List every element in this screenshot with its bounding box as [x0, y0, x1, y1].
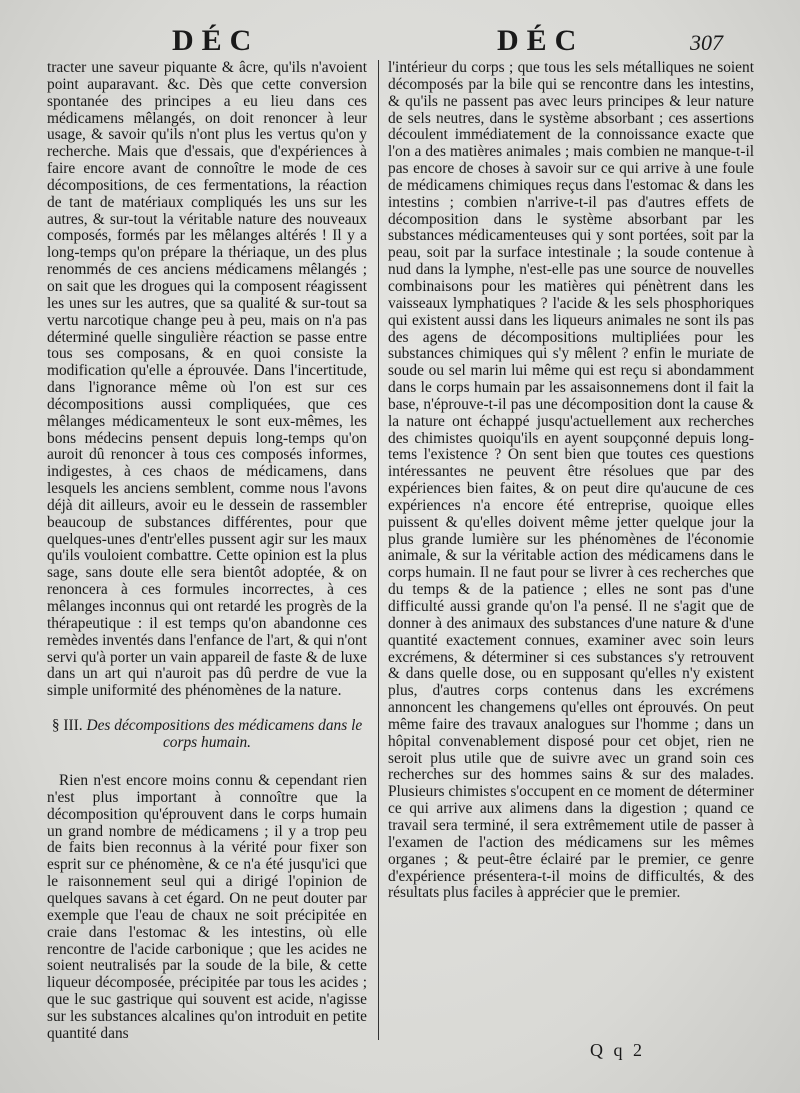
section-number: § III. — [51, 717, 83, 735]
signature-mark: Q q 2 — [590, 1040, 645, 1060]
column-divider — [378, 60, 379, 1040]
left-paragraph-1: tracter une saveur piquante & âcre, qu'ils n'avoient point auparavant. &c. Dès que cette conversion spontanée des principes a eu lieu dans ces médicamens mêlangés, on doit renoncer à leur usage, & savoir qu'ils n'ont plus les vertus qu'on y recherche. Mais que d'essais, que d'expériences à faire encore avant de connoître le mode de ces décompositions, de ces fermentations, la réaction de tant de matériaux compliqués les uns sur les autres, & sur-tout la véritable nature des nouveaux composés, formés par les mêlanges altérés ! Il y a long-temps qu'on prépare la thériaque, un des plus renommés de ces anciens médicamens mêlangés ; on sait que les drogues qui la composent réagissent les unes sur les autres, que sa qualité & sur-tout sa vertu narcotique change peu à peu, mais on n'a pas déterminé quelle singulière réaction se passe entre tous ses composans, & en quoi consiste la modification qu'elle a éprouvée. Dans l'incertitude, dans l'ignorance même où l'on est sur ces décompositions aussi compliquées, que ces mêlanges médicamenteux le sont eux-mêmes, les bons médecins pensent depuis long-temps qu'on auroit dû renoncer à tous ces composés informes, indigestes, à ces chaos de médicamens, dans lesquels les anciens semblent, comme nous l'avons déjà dit ailleurs, avoir eu le dessein de rassembler beaucoup de substances différentes, pour que quelques-unes d'entr'elles pussent agir sur les maux qu'ils vouloient combattre. Cette opinion est la plus sage, sans doute elle sera bientôt adoptée, & on renoncera à ces formules incorrectes, à ces mêlanges inconnus qui ont retardé les progrès de la thérapeutique : il est temps qu'on abandonne ces remèdes inventés dans l'enfance de l'art, & qui n'ont servi qu'à porter un vain appareil de faste & de luxe dans un art qui n'auroit pas dû perdre de vue la simple uniformité des phénomènes de la nature. — [47, 59, 367, 700]
page-number: 307 — [690, 30, 723, 55]
section-title: Des décompositions des médicamens dans le corps humain. — [86, 717, 363, 752]
section-heading — [47, 717, 367, 751]
right-column — [388, 60, 754, 902]
left-paragraph-2: Rien n'est encore moins connu & cependant rien n'est plus important à connoître que la décomposition qu'éprouvent dans le corps humain un grand nombre de médicamens ; il y a trop peu de faits bien reconnus à la vérité pour fixer son esprit sur ce phénomène, & ce n'a été jusqu'ici que le raisonnement seul qui a dirigé l'opinion de quelques savans à cet égard. On ne peut douter par exemple que l'eau de chaux ne soit précipitée en craie dans l'estomac & les intestins, où elle rencontre de l'acide carbonique ; que les acides ne soient neutralisés par la soude de la bile, & cette liqueur décomposée, précipitée par tous les acides ; que le suc gastrique qui souvent est acide, n'agisse sur les substances alcalines qu'on introduit en petite quantité dans — [47, 772, 367, 1042]
left-column — [47, 60, 367, 1043]
right-paragraph-1: l'intérieur du corps ; que tous les sels métalliques ne soient décomposés par la bile qui se rencontre dans les intestins, & qu'ils ne passent pas avec leurs principes & leur nature de sels neutres, dans le système absorbant ; ces assertions découlent immédiatement de la connoissance exacte que l'on a des matières animales ; mais combien ne manque-t-il pas encore de choses à savoir sur ce qui arrive à une foule de médicamens chimiques reçus dans l'estomac & dans les intestins ; combien n'arrive-t-il pas d'autres effets de décomposition dans le système absorbant par les substances médicamenteuses qui y sont portées, soit par la peau, soit par la surface intestinale ; la soude contenue à nud dans la lymphe, n'est-elle pas une source de nouvelles combinaisons pour les matières qui pénètrent dans les vaisseaux lymphatiques ? l'acide & les sels phosphoriques qui existent aussi dans les liqueurs animales ne sont ils pas des agens de décompositions multipliées pour les substances chimiques qui s'y mêlent ? enfin le muriate de soude ou sel marin lui même qui est reçu si abondamment dans le corps humain par les assaisonnemens dont il fait la base, n'éprouve-t-il pas une décomposition dont la cause & la nature ont échappé jusqu'actuellement aux recherches des chimistes quoiqu'ils en ayent soupçonné depuis long-tems l'existence ? On sent bien que toutes ces questions intéressantes ne peuvent être résolues que par des expériences bien faites, & on peut dire qu'aucune de ces expériences n'a encore été entreprise, quoique elles puissent & qu'elles doivent même jetter quelque jour la plus grande lumière sur les phénomènes de l'économie animale, & sur la véritable action des médicamens dans le corps humain. Il ne faut pour se livrer à ces recherches que du temps & de la patience ; elles ne sont pas d'une difficulté aussi grande qu'on l'a pensé. Il ne s'agit que de donner à des animaux des substances d'une nature & d'une quantité exactement connues, examiner avec soin leurs excrémens, & déterminer si ces substances s'y retrouvent & dans quelle dose, ou en supposant qu'elles n'y existent plus, d'autres corps contenus dans les excrémens annoncent les changemens qu'elles ont éprouvés. On peut même faire des travaux analogues sur l'homme ; dans un hôpital convenablement disposé pour cet objet, rien ne seroit plus utile que de suivre avec un grand soin ces recherches sur des hommes sains & sur des malades. Plusieurs chimistes s'occupent en ce moment de déterminer ce qui arrive aux alimens dans la digestion ; quand ce travail sera terminé, il sera extrêmement utile de passer à l'examen de l'action des médicamens sur les mêmes organes ; & peut-être éclairé par le premier, ce genre d'expérience présentera-t-il moins de difficultés, & des résultats plus faciles à apprécier que le premier. — [388, 59, 754, 902]
running-head-right: DÉC — [497, 24, 585, 57]
running-head-left: DÉC — [172, 24, 260, 57]
